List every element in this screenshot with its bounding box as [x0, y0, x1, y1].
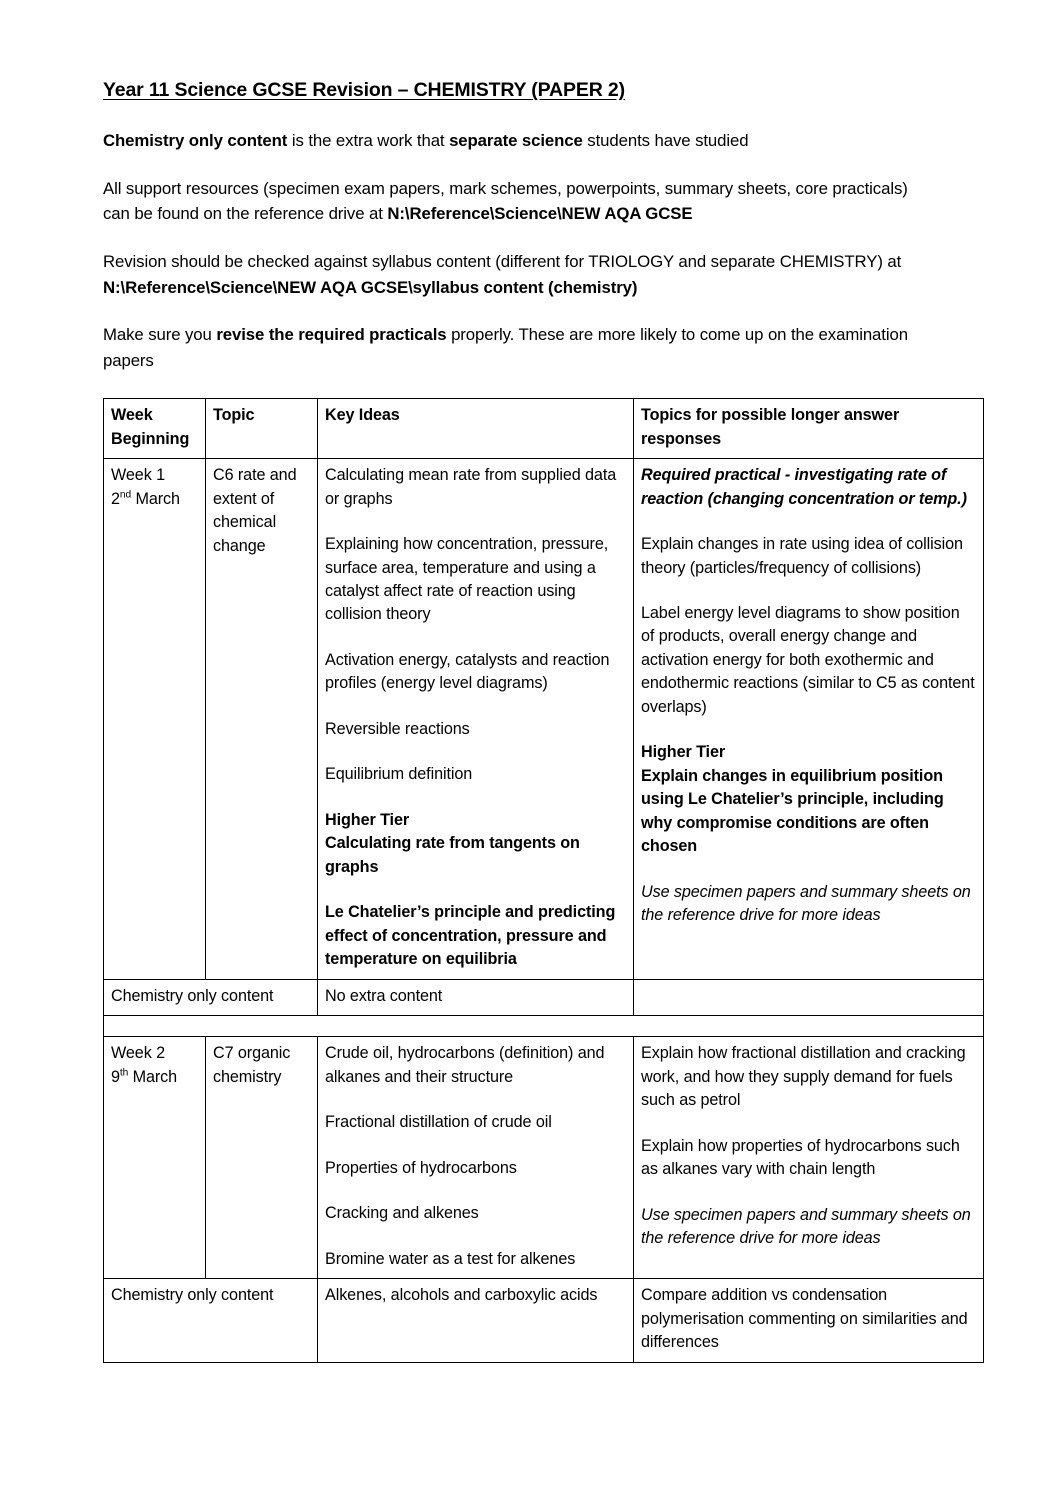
table-row-week2	[104, 1037, 984, 1279]
week2-chemistry-only-key-ideas: Alkenes, alcohols and carboxylic acids	[318, 1279, 634, 1362]
responses-specimen-note: Use specimen papers and summary sheets on the reference drive for more ideas	[641, 882, 971, 925]
key-idea-item: Bromine water as a test for alkenes	[325, 1249, 576, 1268]
week2-chemistry-only-responses: Compare addition vs condensation polymerisation commenting on similarities and differences	[634, 1279, 984, 1362]
header-week-beginning: Week Beginning	[104, 399, 206, 459]
response-item: Explain how fractional distillation and cracking work, and how they supply demand for fuels such as petrol	[641, 1044, 966, 1110]
header-key-ideas: Key Ideas	[318, 399, 634, 459]
intro-paragraph-3	[103, 249, 933, 300]
week2-chemistry-only-label: Chemistry only content	[104, 1279, 318, 1362]
intro-paragraph-2	[103, 176, 933, 227]
week1-date-suffix: nd	[119, 489, 132, 501]
intro-paragraph-1	[103, 128, 933, 154]
week2-topic: C7 organic chemistry	[206, 1037, 318, 1279]
intro-text-end: students have studied	[582, 131, 749, 151]
week1-week-beginning	[104, 459, 206, 980]
key-idea-item: Calculating mean rate from supplied data or graphs	[325, 466, 617, 508]
response-item: Label energy level diagrams to show position of products, overall energy change and activation energy for both exothermic and endothermic reactions (similar to C5 as content overlaps)	[641, 604, 975, 716]
key-idea-item: Reversible reactions	[325, 719, 470, 738]
intro-bold-separate-science: separate science	[449, 131, 583, 151]
key-ideas-higher-tier-item: Le Chatelier’s principle and predicting effect of concentration, pressure and temperature on equilibria	[325, 903, 616, 969]
practicals-bold: revise the required practicals	[216, 325, 447, 345]
responses-specimen-note: Use specimen papers and summary sheets on the reference drive for more ideas	[641, 1205, 971, 1248]
week2-date-month: March	[128, 1067, 178, 1086]
response-item: Explain how properties of hydrocarbons such as alkanes vary with chain length	[641, 1136, 960, 1179]
week1-longer-responses	[634, 459, 984, 980]
revision-schedule-table	[103, 398, 984, 1363]
week1-chemistry-only-responses	[634, 979, 984, 1015]
key-idea-item: Activation energy, catalysts and reaction profiles (energy level diagrams)	[325, 650, 610, 693]
responses-higher-tier-item: Explain changes in equilibrium position using Le Chatelier’s principle, including why compromise conditions are often chosen	[641, 766, 944, 856]
key-ideas-higher-tier-item: Calculating rate from tangents on graphs	[325, 834, 580, 876]
practicals-text-end: properly. These are more likely to come up on the examination papers	[103, 325, 908, 370]
practicals-text-start: Make sure you	[103, 325, 217, 345]
week2-longer-responses	[634, 1037, 984, 1279]
header-topic: Topic	[206, 399, 318, 459]
week1-label: Week 1	[111, 466, 165, 485]
response-item: Explain changes in rate using idea of collision theory (particles/frequency of collisions)	[641, 535, 963, 577]
table-row-week1-chemistry-only	[104, 979, 984, 1015]
intro-bold-chemistry-only: Chemistry only content	[103, 131, 288, 151]
table-header-row	[104, 399, 984, 459]
required-practical-note: Required practical - investigating rate of reaction (changing concentration or temp.)	[641, 466, 967, 508]
week2-key-ideas	[318, 1037, 634, 1279]
week2-label: Week 2	[111, 1044, 165, 1063]
table-spacer-row	[104, 1016, 984, 1037]
page-title: Year 11 Science GCSE Revision – CHEMISTRY (PAPER 2)	[103, 79, 625, 101]
week1-topic: C6 rate and extent of chemical change	[206, 459, 318, 980]
intro-text-mid: is the extra work that	[287, 131, 450, 151]
week2-week-beginning	[104, 1037, 206, 1279]
header-longer-responses: Topics for possible longer answer responses	[634, 399, 984, 459]
week1-date-month: March	[131, 489, 180, 508]
week1-date-number: 2	[111, 489, 120, 508]
syllabus-text: Revision should be checked against syllabus content (different for TRIOLOGY and separate CHEMISTRY) at	[103, 251, 902, 271]
week2-date-suffix: th	[119, 1067, 129, 1079]
table-row-week2-chemistry-only	[104, 1279, 984, 1362]
week1-key-ideas	[318, 459, 634, 980]
week2-date-number: 9	[111, 1067, 120, 1086]
intro-paragraph-4	[103, 322, 933, 373]
key-idea-item: Explaining how concentration, pressure, surface area, temperature and using a catalyst affect rate of reaction using collision theory	[325, 535, 609, 624]
syllabus-path: N:\Reference\Science\NEW AQA GCSE\syllabus content (chemistry)	[103, 277, 638, 297]
responses-higher-tier-label: Higher Tier	[641, 743, 726, 762]
key-idea-item: Fractional distillation of crude oil	[325, 1113, 552, 1132]
reference-drive-path: N:\Reference\Science\NEW AQA GCSE	[387, 204, 693, 224]
spacer-cell	[104, 1016, 984, 1037]
week1-chemistry-only-label: Chemistry only content	[104, 979, 318, 1015]
resources-text: All support resources (specimen exam papers, mark schemes, powerpoints, summary sheets, core practicals) can be found on the reference drive at	[103, 178, 908, 224]
week1-chemistry-only-key-ideas: No extra content	[318, 979, 634, 1015]
key-idea-item: Properties of hydrocarbons	[325, 1158, 517, 1177]
key-idea-item: Cracking and alkenes	[325, 1204, 479, 1223]
key-ideas-higher-tier-label: Higher Tier	[325, 810, 410, 829]
key-idea-item: Crude oil, hydrocarbons (definition) and alkanes and their structure	[325, 1044, 605, 1086]
table-row-week1	[104, 459, 984, 980]
key-idea-item: Equilibrium definition	[325, 765, 473, 784]
